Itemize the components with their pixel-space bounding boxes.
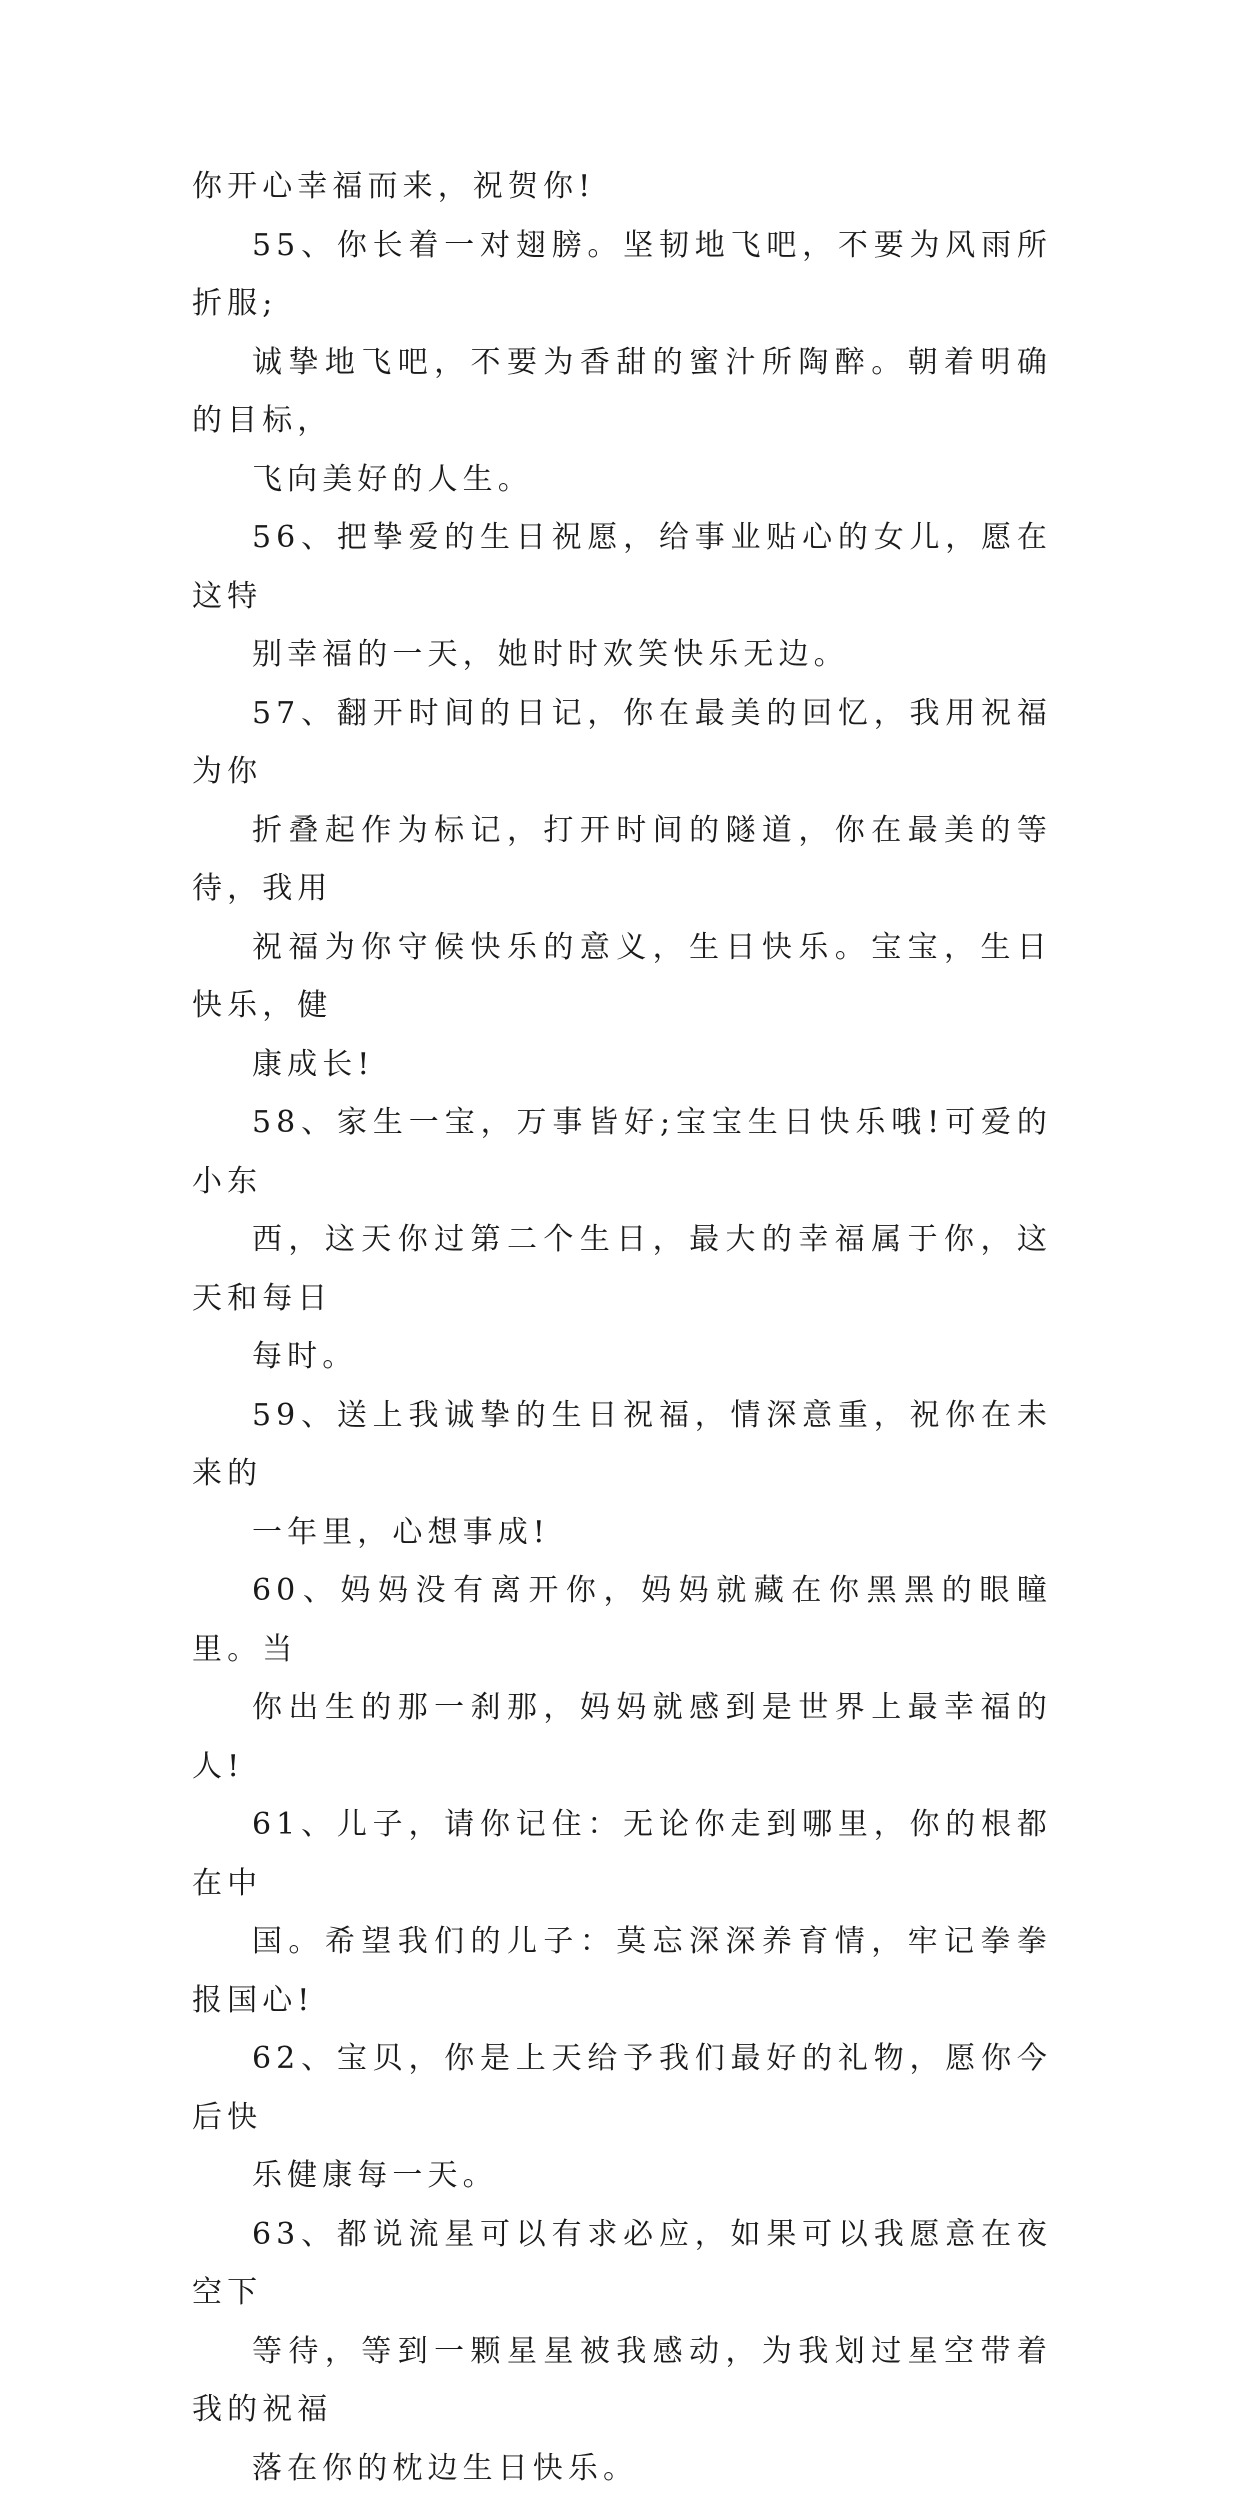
text-line: 西，这天你过第二个生日，最大的幸福属于你，这天和每日 — [192, 1211, 1052, 1328]
text-line: 62、宝贝，你是上天给予我们最好的礼物，愿你今后快 — [192, 2030, 1052, 2147]
paragraph-56 — [192, 509, 1052, 685]
text-line: 祝福为你守候快乐的意义，生日快乐。宝宝，生日快乐，健 — [192, 919, 1052, 1036]
paragraph-60 — [192, 1562, 1052, 1796]
text-line: 59、送上我诚挚的生日祝福，情深意重，祝你在未来的 — [192, 1387, 1052, 1504]
text-line: 60、妈妈没有离开你，妈妈就藏在你黑黑的眼瞳里。当 — [192, 1562, 1052, 1679]
paragraph-59 — [192, 1387, 1052, 1563]
text-line: 折叠起作为标记，打开时间的隧道，你在最美的等待，我用 — [192, 802, 1052, 919]
text-line: 别幸福的一天，她时时欢笑快乐无边。 — [192, 626, 1052, 685]
paragraph — [192, 158, 1052, 217]
text-line: 等待，等到一颗星星被我感动，为我划过星空带着我的祝福 — [192, 2323, 1052, 2440]
text-line: 国。希望我们的儿子：莫忘深深养育情，牢记拳拳报国心! — [192, 1913, 1052, 2030]
text-line: 落在你的枕边生日快乐。 — [192, 2440, 1052, 2498]
text-line: 康成长! — [192, 1036, 1052, 1095]
text-line: 诚挚地飞吧，不要为香甜的蜜汁所陶醉。朝着明确的目标， — [192, 334, 1052, 451]
paragraph-55 — [192, 217, 1052, 510]
text-line: 你出生的那一刹那，妈妈就感到是世界上最幸福的人! — [192, 1679, 1052, 1796]
text-line: 61、儿子，请你记住：无论你走到哪里，你的根都在中 — [192, 1796, 1052, 1913]
text-line: 你开心幸福而来，祝贺你! — [192, 158, 1052, 217]
text-line: 55、你长着一对翅膀。坚韧地飞吧，不要为风雨所折服; — [192, 217, 1052, 334]
text-line: 63、都说流星可以有求必应，如果可以我愿意在夜空下 — [192, 2206, 1052, 2323]
paragraph-57 — [192, 685, 1052, 1095]
document-page — [192, 158, 1052, 2498]
paragraph-62 — [192, 2030, 1052, 2206]
text-line: 乐健康每一天。 — [192, 2147, 1052, 2206]
text-line: 56、把挚爱的生日祝愿，给事业贴心的女儿，愿在这特 — [192, 509, 1052, 626]
paragraph-58 — [192, 1094, 1052, 1387]
text-line: 飞向美好的人生。 — [192, 451, 1052, 510]
paragraph-63 — [192, 2206, 1052, 2498]
text-line: 每时。 — [192, 1328, 1052, 1387]
text-line: 一年里，心想事成! — [192, 1504, 1052, 1563]
text-line: 57、翻开时间的日记，你在最美的回忆，我用祝福为你 — [192, 685, 1052, 802]
text-line: 58、家生一宝，万事皆好;宝宝生日快乐哦!可爱的小东 — [192, 1094, 1052, 1211]
paragraph-61 — [192, 1796, 1052, 2030]
